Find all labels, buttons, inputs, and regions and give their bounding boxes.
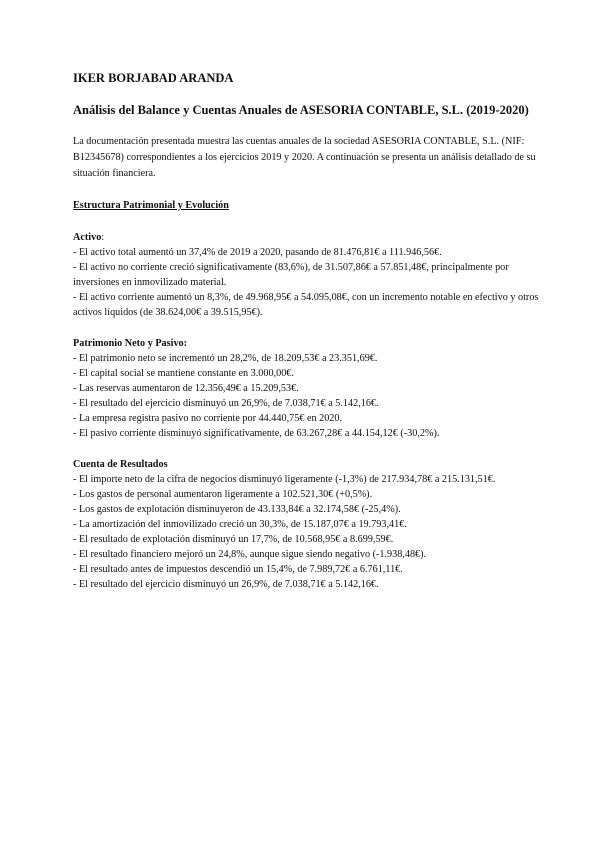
document-title: Análisis del Balance y Cuentas Anuales de ASESORIA CONTABLE, S.L. (2019-2020) xyxy=(73,103,529,117)
resultados-item: - El resultado del ejercicio disminuyó un 26,9%, de 7.038,71€ a 5.142,16€. xyxy=(73,579,379,590)
activo-item: - El activo no corriente creció significativamente (83,6%), de 31.507,86€ a 57.851,48€, principalmente por inversiones en inmovilizado material. xyxy=(73,262,509,288)
patrimonio-item: - El pasivo corriente disminuyó significativamente, de 63.267,28€ a 44.154,12€ (-30,2%). xyxy=(73,428,440,439)
resultados-item: - El resultado de explotación disminuyó un 17,7%, de 10.568,95€ a 8.699,59€. xyxy=(73,534,394,545)
patrimonio-item: - El capital social se mantiene constante en 3.000,00€. xyxy=(73,368,294,379)
patrimonio-list xyxy=(73,351,543,441)
patrimonio-item: - El resultado del ejercicio disminuyó un 26,9%, de 7.038,71€ a 5.142,16€. xyxy=(73,398,379,409)
resultados-item: - Los gastos de explotación disminuyeron de 43.133,84€ a 32.174,58€ (-25,4%). xyxy=(73,504,401,515)
activo-heading-text: Activo xyxy=(73,232,102,243)
activo-heading-suffix: : xyxy=(101,232,105,243)
resultados-item: - El importe neto de la cifra de negocios disminuyó ligeramente (-1,3%) de 217.934,78€ a 215.131,51€. xyxy=(73,474,496,485)
resultados-item: - Los gastos de personal aumentaron ligeramente a 102.521,30€ (+0,5%). xyxy=(73,489,373,500)
resultados-section xyxy=(73,457,543,592)
resultados-item: - El resultado financiero mejoró un 24,8%, aunque sigue siendo negativo (-1.938,48€). xyxy=(73,549,427,560)
patrimonio-section xyxy=(73,336,543,441)
patrimonio-heading: Patrimonio Neto y Pasivo: xyxy=(73,338,188,349)
section-heading: Estructura Patrimonial y Evolución xyxy=(73,200,229,211)
resultados-item: - La amortización del inmovilizado creció un 30,3%, de 15.187,07€ a 19.793,41€. xyxy=(73,519,407,530)
activo-section xyxy=(73,230,543,320)
resultados-list xyxy=(73,472,543,592)
patrimonio-item: - El patrimonio neto se incrementó un 28,2%, de 18.209,53€ a 23.351,69€. xyxy=(73,353,378,364)
patrimonio-item: - La empresa registra pasivo no corriente por 44.440,75€ en 2020. xyxy=(73,413,343,424)
patrimonio-item: - Las reservas aumentaron de 12.356,49€ a 15.209,53€. xyxy=(73,383,299,394)
resultados-heading: Cuenta de Resultados xyxy=(73,459,168,470)
intro-paragraph: La documentación presentada muestra las cuentas anuales de la sociedad ASESORIA CONTABLE, S.L. (NIF: B12345678) correspondientes a los ejercicios 2019 y 2020. A continuación se presenta un análisis detallado de su situación financiera. xyxy=(73,136,536,179)
activo-heading xyxy=(73,230,543,245)
resultados-item: - El resultado antes de impuestos descendió un 15,4%, de 7.989,72€ a 6.761,11€. xyxy=(73,564,403,575)
document-page xyxy=(73,70,543,608)
activo-item: - El activo total aumentó un 37,4% de 2019 a 2020, pasando de 81.476,81€ a 111.946,56€. xyxy=(73,247,442,258)
activo-item: - El activo corriente aumentó un 8,3%, de 49.968,95€ a 54.095,08€, con un incremento notable en efectivo y otros activos líquidos (de 38.624,00€ a 39.515,95€). xyxy=(73,292,539,318)
activo-list xyxy=(73,245,543,320)
author-name: IKER BORJABAD ARANDA xyxy=(73,71,234,85)
